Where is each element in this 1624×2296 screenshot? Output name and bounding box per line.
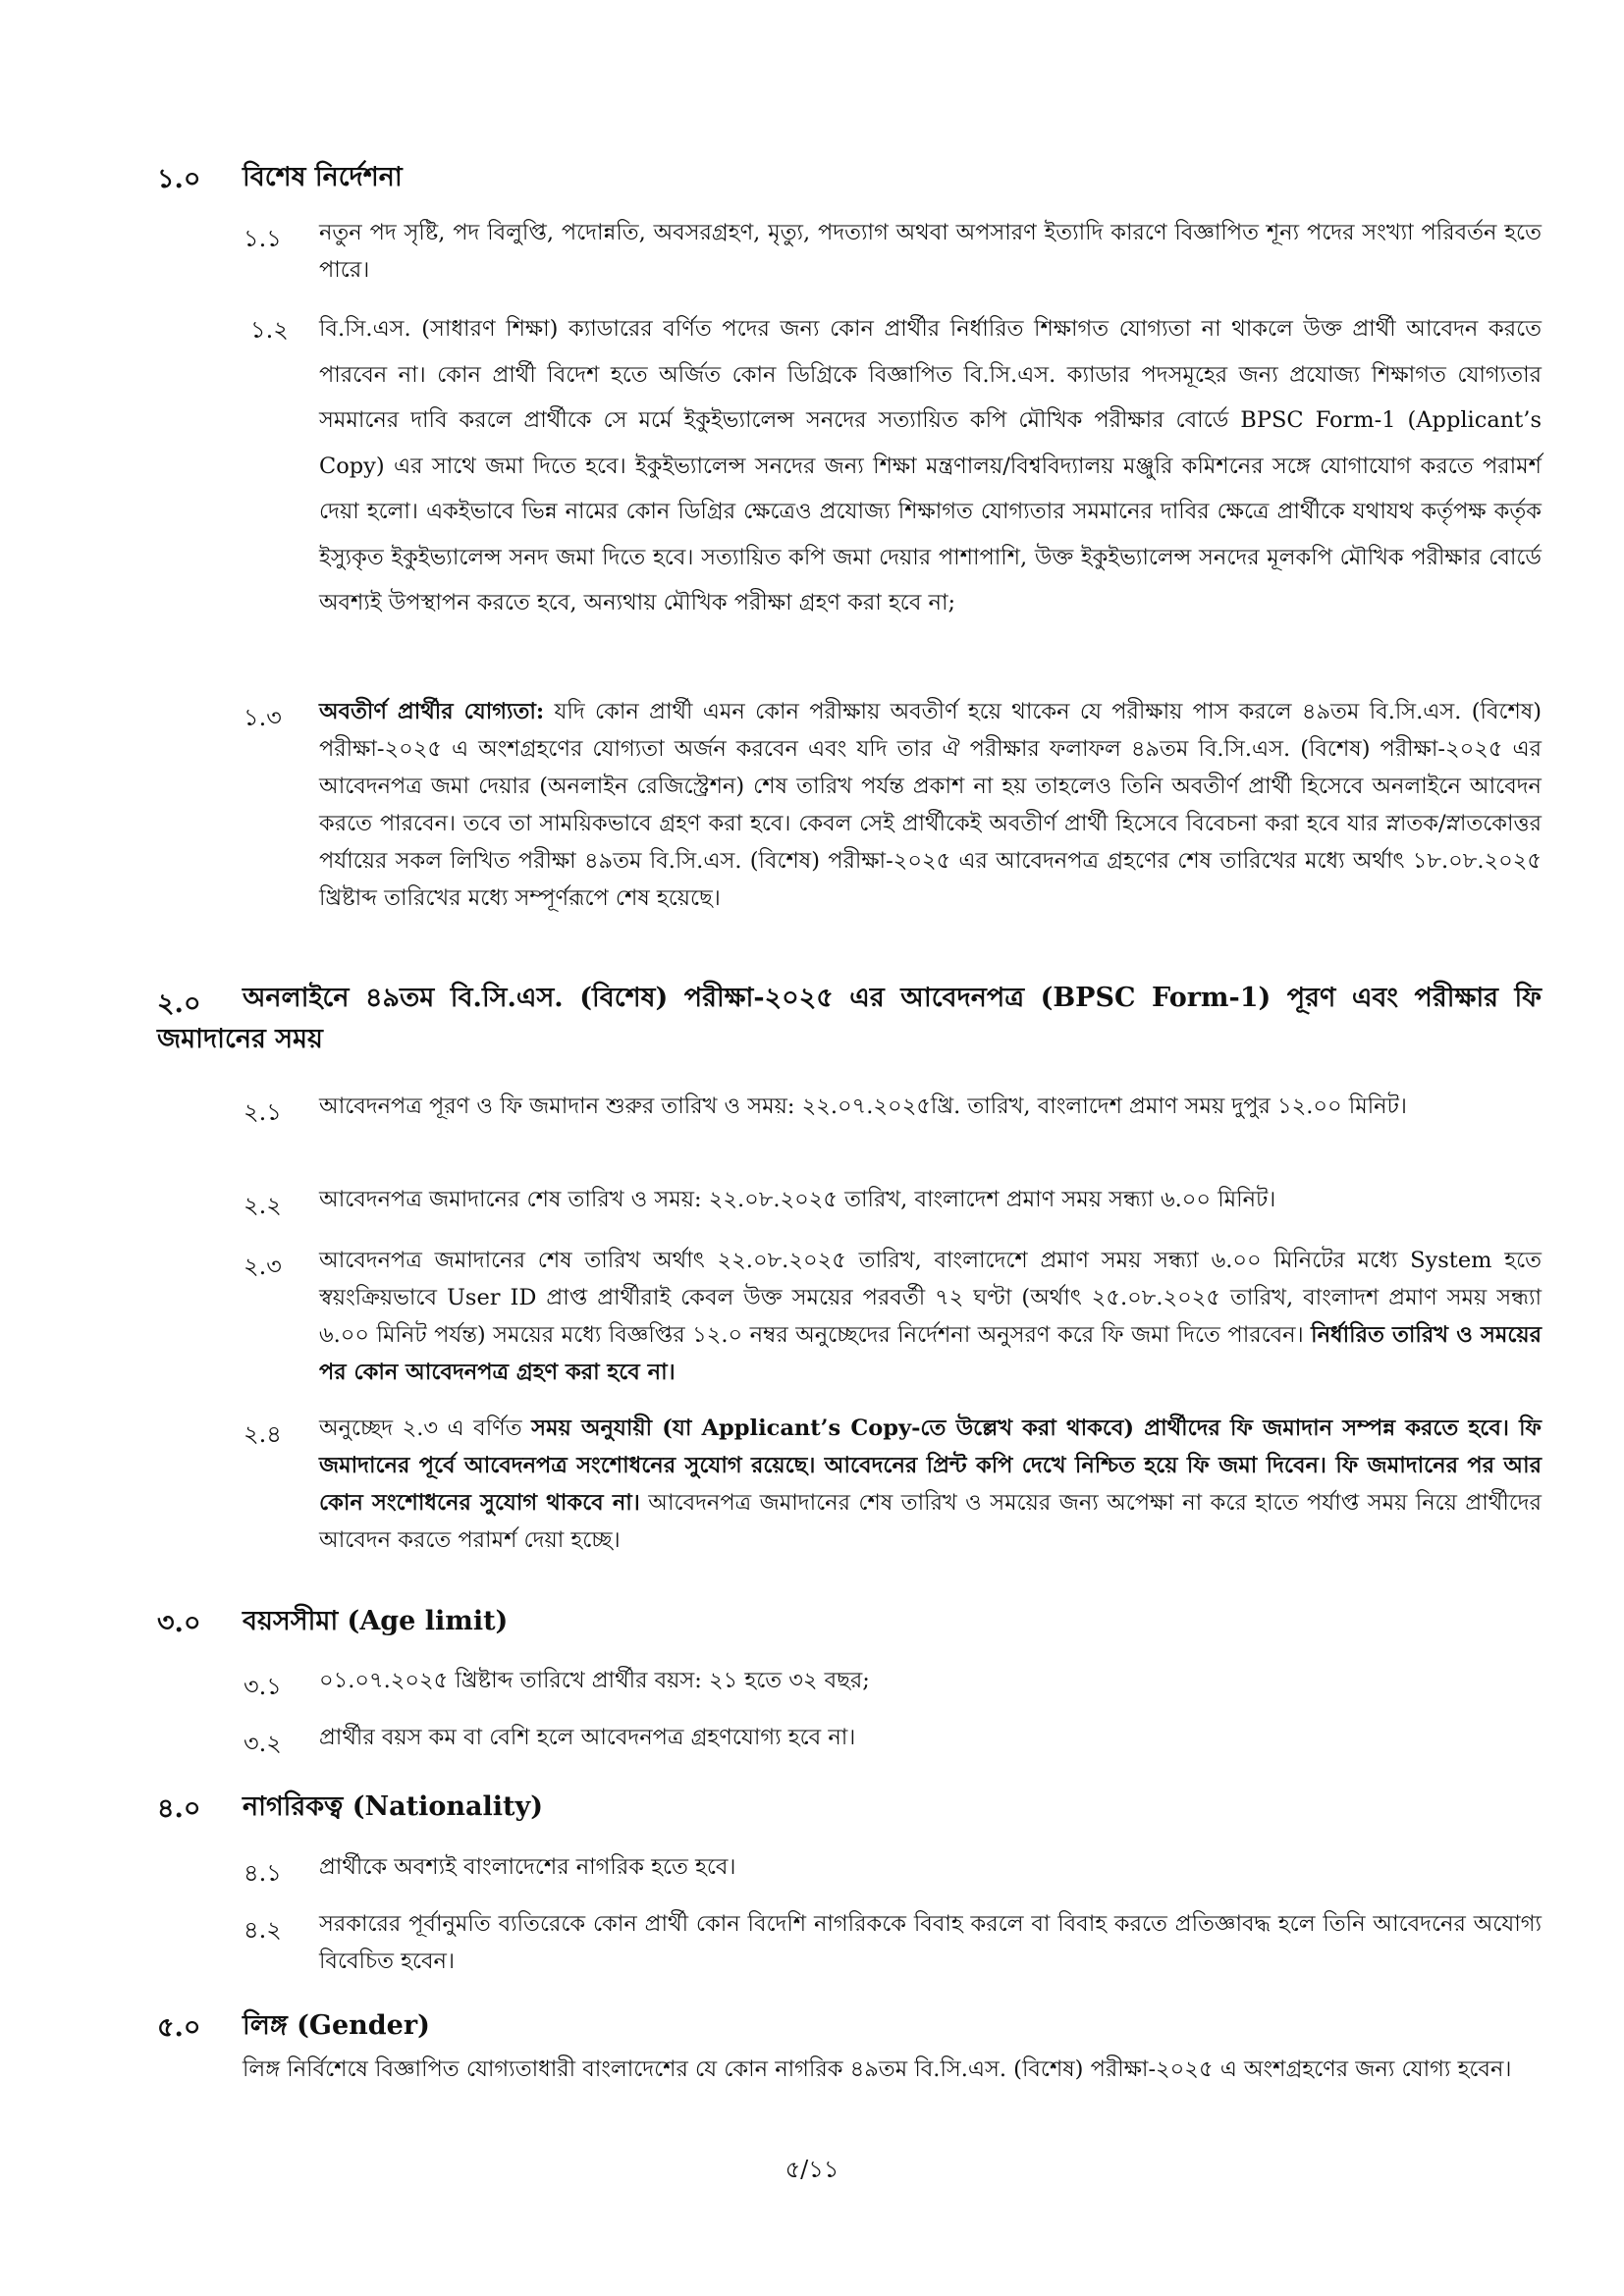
item-2-3-body: আবেদনপত্র জমাদানের শেষ তারিখ অর্থাৎ ২২.০৮.২০২৫ তারিখ, বাংলাদেশে প্রমাণ সময় সন্ধ্যা ৬.০০ মিনিটের মধ্যে System হতে স্বয়ংক্রিয়ভাবে User ID প্রাপ্ত প্রার্থীরাই কেবল উক্ত সময়ের পরবর্তী ৭২ ঘণ্টা (অর্থাৎ ২৫.০৮.২০২৫ তারিখ, বাংলাদশ প্রমাণ সময় সন্ধ্যা ৬.০০ মিনিট পর্যন্ত) সময়ের মধ্যে বিজ্ঞপ্তির ১২.০ নম্বর অনুচ্ছেদের নির্দেশনা অনুসরণ করে ফি জমা দিতে পারবেন। (319, 1248, 1542, 1348)
item-1-3-bold-label: অবতীর্ণ প্রার্থীর যোগ্যতা: (319, 699, 545, 724)
item-3-2-text: প্রার্থীর বয়স কম বা বেশি হলে আবেদনপত্র গ্রহণযোগ্য হবে না। (319, 1725, 856, 1750)
item-2-2-number: ২.২ (244, 1192, 282, 1219)
item-1-3-number: ১.৩ (244, 704, 282, 731)
item-2-3-number: ২.৩ (244, 1253, 282, 1280)
item-4-2-number: ৪.২ (244, 1916, 282, 1944)
section-4-title: নাগরিকত্ব (Nationality) (243, 1791, 543, 1822)
item-2-1-text: আবেদনপত্র পূরণ ও ফি জমাদান শুরুর তারিখ ও সময়: ২২.০৭.২০২৫খ্রি. তারিখ, বাংলাদেশ প্রমাণ সময় দুপুর ১২.০০ মিনিট। (319, 1094, 1407, 1119)
item-2-3-text (319, 1242, 1542, 1391)
item-4-2-text: সরকারের পূর্বানুমতি ব্যতিরেকে কোন প্রার্থী কোন বিদেশি নাগরিককে বিবাহ করলে বা বিবাহ করতে প্রতিজ্ঞাবদ্ধ হলে তিনি আবেদনের অযোগ্য বিবেচিত হবেন। (319, 1911, 1542, 1974)
item-2-4-body: আবেদনপত্র জমাদানের শেষ তারিখ ও সময়ের জন্য অপেক্ষা না করে হাতে পর্যাপ্ত সময় নিয়ে প্রার্থীদের আবেদন করতে পরামর্শ দেয়া হচ্ছে। (319, 1490, 1542, 1553)
page-number: ৫/১১ (785, 2156, 839, 2183)
item-2-2-text: আবেদনপত্র জমাদানের শেষ তারিখ ও সময়: ২২.০৮.২০২৫ তারিখ, বাংলাদেশ প্রমাণ সময় সন্ধ্যা ৬.০০ মিনিট। (319, 1187, 1276, 1212)
item-1-3-text (319, 693, 1542, 917)
item-1-1-number: ১.১ (244, 225, 282, 252)
item-3-1-text: ০১.০৭.২০২৫ খ্রিষ্টাব্দ তারিখে প্রার্থীর বয়স: ২১ হতে ৩২ বছর; (319, 1668, 870, 1693)
section-1-number: ১.০ (157, 164, 201, 194)
item-2-3-bold-note: নির্ধারিত তারিখ ও সময়ের পর কোন আবেদনপত্র গ্রহণ করা হবে না। (319, 1322, 1542, 1385)
item-2-4-bold-note: সময় অনুযায়ী (যা Applicant’s Copy-তে উল্লেখ করা থাকবে) প্রার্থীদের ফি জমাদান সম্পন্ন করতে হবে। ফি জমাদানের পূর্বে আবেদনপত্র সংশোধনের সুযোগ রয়েছে। আবেদনের প্রিন্ট কপি দেখে নিশ্চিত হয়ে ফি জমা দিবেন। ফি জমাদানের পর আর কোন সংশোধনের সুযোগ থাকবে না। (319, 1415, 1542, 1516)
item-1-1-text: নতুন পদ সৃষ্টি, পদ বিলুপ্তি, পদোন্নতি, অবসরগ্রহণ, মৃত্যু, পদত্যাগ অথবা অপসারণ ইত্যাদি কারণে বিজ্ঞাপিত শূন্য পদের সংখ্যা পরিবর্তন হতে পারে। (319, 220, 1542, 283)
section-5-number: ৫.০ (157, 2012, 201, 2043)
item-3-2-number: ৩.২ (244, 1730, 282, 1757)
item-2-4-number: ২.৪ (244, 1420, 282, 1448)
item-4-1-text: প্রার্থীকে অবশ্যই বাংলাদেশের নাগরিক হতে হবে। (319, 1854, 736, 1880)
item-4-1-number: ৪.১ (244, 1859, 282, 1887)
item-1-2-number: ১.২ (250, 316, 289, 344)
section-3-number: ৩.০ (157, 1608, 201, 1638)
item-1-2-text: বি.সি.এস. (সাধারণ শিক্ষা) ক্যাডারের বর্ণিত পদের জন্য কোন প্রার্থীর নির্ধারিত শিক্ষাগত যোগ্যতা না থাকলে উক্ত প্রার্থী আবেদন করতে পারবেন না। কোন প্রার্থী বিদেশ হতে অর্জিত কোন ডিগ্রিকে বিজ্ঞাপিত বি.সি.এস. ক্যাডার পদসমূহের জন্য প্রযোজ্য শিক্ষাগত যোগ্যতার সমমানের দাবি করলে প্রার্থীকে সে মর্মে ইকুইভ্যালেন্স সনদের সত্যায়িত কপি মৌখিক পরীক্ষার বোর্ডে BPSC Form-1 (Applicant’s Copy) এর সাথে জমা দিতে হবে। ইকুইভ্যালেন্স সনদের জন্য শিক্ষা মন্ত্রণালয়/বিশ্ববিদ্যালয় মঞ্জুরি কমিশনের সঙ্গে যোগাযোগ করতে পরামর্শ দেয়া হলো। একইভাবে ভিন্ন নামের কোন ডিগ্রির ক্ষেত্রেও প্রযোজ্য শিক্ষাগত যোগ্যতার সমমানের দাবির ক্ষেত্রে প্রার্থীকে যথাযথ কর্তৃপক্ষ কর্তৃক ইস্যুকৃত ইকুইভ্যালেন্স সনদ জমা দিতে হবে। সত্যায়িত কপি জমা দেয়ার পাশাপাশি, উক্ত ইকুইভ্যালেন্স সনদের মূলকপি মৌখিক পরীক্ষার বোর্ডে অবশ্যই উপস্থাপন করতে হবে, অন্যথায় মৌখিক পরীক্ষা গ্রহণ করা হবে না; (319, 316, 1542, 615)
item-2-1-number: ২.১ (244, 1098, 282, 1126)
item-2-4-text (319, 1410, 1542, 1559)
section-4-number: ৪.০ (157, 1793, 201, 1824)
item-2-4-prefix: অনুচ্ছেদ ২.৩ এ বর্ণিত (319, 1415, 532, 1441)
section-5-title: লিঙ্গ (Gender) (243, 2010, 430, 2041)
section-3-title: বয়সসীমা (Age limit) (243, 1606, 509, 1636)
item-3-1-number: ৩.১ (244, 1673, 282, 1700)
item-1-3-body: যদি কোন প্রার্থী এমন কোন পরীক্ষায় অবতীর্ণ হয়ে থাকেন যে পরীক্ষায় পাস করলে ৪৯তম বি.সি.এস. (বিশেষ) পরীক্ষা-২০২৫ এ অংশগ্রহণের যোগ্যতা অর্জন করবেন এবং যদি তার ঐ পরীক্ষার ফলাফল ৪৯তম বি.সি.এস. (বিশেষ) পরীক্ষা-২০২৫ এর আবেদনপত্র জমা দেয়ার (অনলাইন রেজিস্ট্রেশন) শেষ তারিখ পর্যন্ত প্রকাশ না হয় তাহলেও তিনি অবতীর্ণ প্রার্থী হিসেবে অনলাইনে আবেদন করতে পারবেন। তবে তা সাময়িকভাবে গ্রহণ করা হবে। কেবল সেই প্রার্থীকেই অবতীর্ণ প্রার্থী হিসেবে বিবেচনা করা হবে যার স্নাতক/স্নাতকোত্তর পর্যায়ের সকল লিখিত পরীক্ষা ৪৯তম বি.সি.এস. (বিশেষ) পরীক্ষা-২০২৫ এর আবেদনপত্র গ্রহণের শেষ তারিখের মধ্যে অর্থাৎ ১৮.০৮.২০২৫ খ্রিষ্টাব্দ তারিখের মধ্যে সম্পূর্ণরূপে শেষ হয়েছে। (319, 699, 1542, 911)
section-1-title: বিশেষ নির্দেশনা (243, 162, 403, 192)
section-2-number: ২.০ (157, 988, 201, 1019)
section-2-title: অনলাইনে ৪৯তম বি.সি.এস. (বিশেষ) পরীক্ষা-২০২৫ এর আবেদনপত্র (BPSC Form-1) পূরণ এবং পরীক্ষার ফি জমাদানের সময় (157, 983, 1542, 1054)
section-5-text: লিঙ্গ নির্বিশেষে বিজ্ঞাপিত যোগ্যতাধারী বাংলাদেশের যে কোন নাগরিক ৪৯তম বি.সি.এস. (বিশেষ) পরীক্ষা-২০২৫ এ অংশগ্রহণের জন্য যোগ্য হবেন। (243, 2056, 1512, 2082)
